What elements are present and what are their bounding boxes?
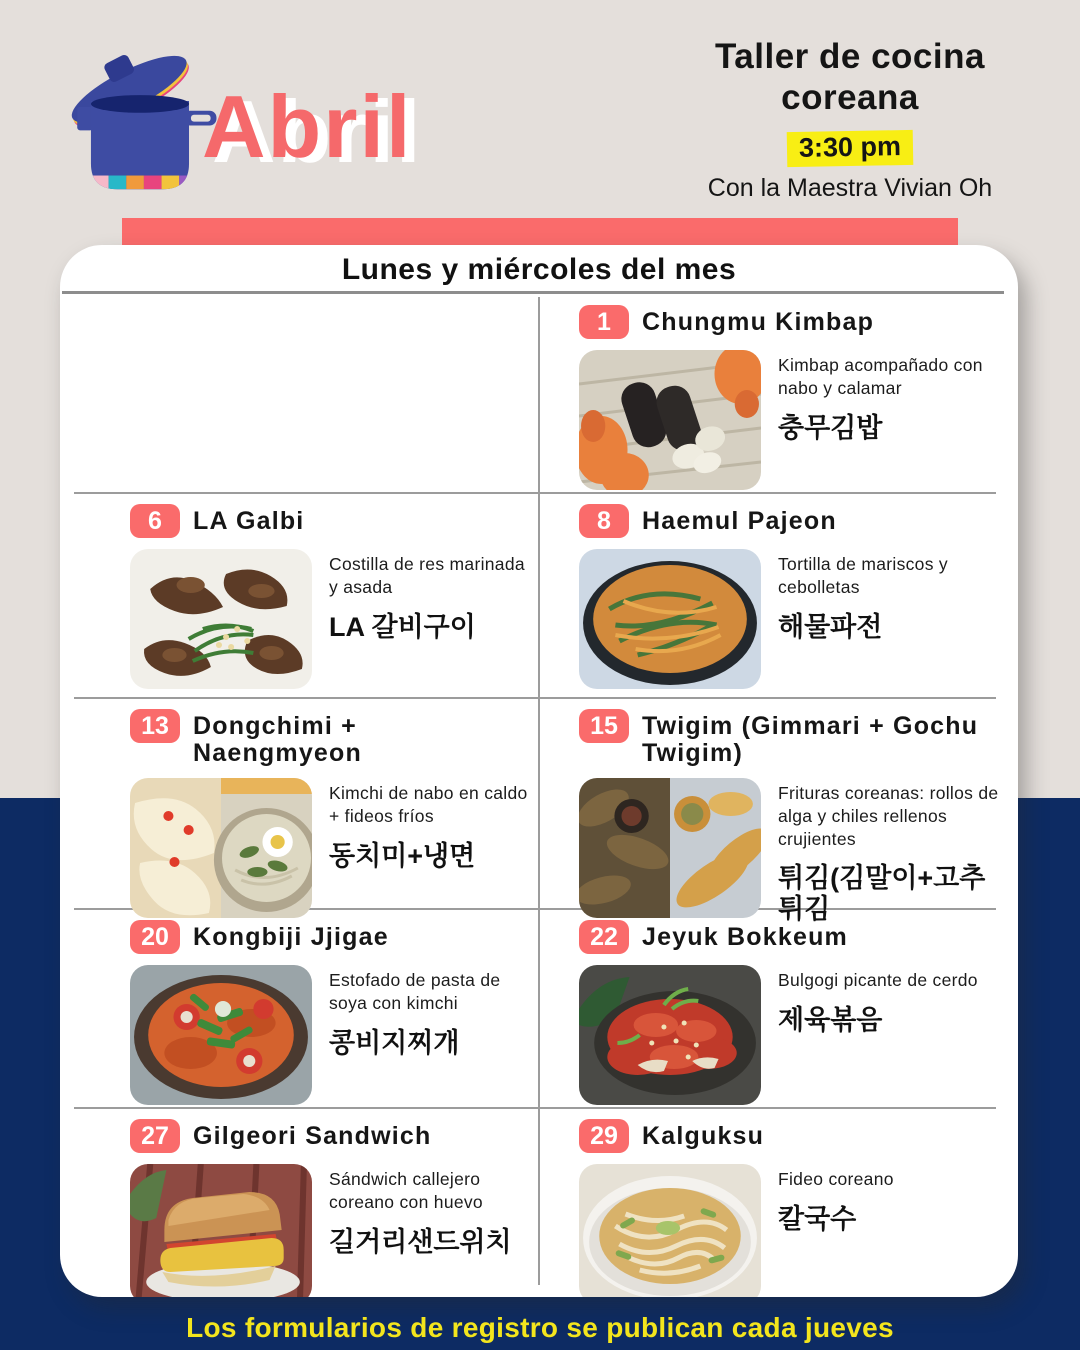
dish-korean-name: 길거리샌드위치	[329, 1226, 512, 1257]
month-title: Abril	[202, 77, 413, 176]
instructor-line: Con la Maestra Vivian Oh	[707, 173, 993, 202]
day-badge: 22	[579, 920, 629, 954]
dish-description: Costilla de res marinada y asada	[329, 554, 525, 597]
dish-cell-13	[60, 699, 539, 908]
day-badge: 6	[130, 504, 180, 538]
dish-korean-name: 칼국수	[778, 1203, 857, 1234]
gilgeori-sandwich-photo	[130, 1164, 312, 1297]
dish-korean-name: 충무김밥	[778, 412, 883, 443]
kongbiji-jjigae-photo	[130, 965, 312, 1105]
day-badge: 29	[579, 1119, 629, 1153]
jeyuk-bokkeum-photo	[579, 965, 761, 1105]
dish-cell-27	[60, 1109, 539, 1297]
dish-korean-name: 제육볶음	[778, 1004, 883, 1035]
time-row	[645, 131, 1055, 166]
day-badge: 1	[579, 305, 629, 339]
dish-description: Fideo coreano	[778, 1169, 894, 1189]
dish-title: Jeyuk Bokkeum	[642, 923, 848, 951]
dish-title: Gilgeori Sandwich	[193, 1122, 432, 1150]
dongchimi-naengmyeon-photo	[130, 778, 312, 918]
dish-title: Chungmu Kimbap	[642, 308, 875, 336]
header-info	[645, 36, 1055, 203]
dish-description: Frituras coreanas: rollos de alga y chiles rellenos crujientes	[778, 783, 999, 849]
dish-title: Dongchimi + Naengmyeon	[193, 712, 362, 767]
day-badge: 8	[579, 504, 629, 538]
dish-description: Kimbap acompañado con nabo y calamar	[778, 355, 983, 398]
dish-cell-6	[60, 494, 539, 697]
kalguksu-photo	[579, 1164, 761, 1297]
schedule-heading: Lunes y miércoles del mes	[341, 253, 737, 286]
dish-title: LA Galbi	[193, 507, 305, 535]
dish-title: Twigim (Gimmari + Gochu Twigim)	[642, 712, 979, 767]
twigim-photo	[579, 778, 761, 918]
dish-korean-name: 콩비지찌개	[329, 1027, 460, 1058]
dish-korean-name: LA 갈비구이	[329, 611, 476, 642]
dish-cell-8	[539, 494, 1018, 697]
dish-cell-1	[539, 295, 1018, 492]
day-badge: 13	[130, 709, 180, 743]
kimbap-photo	[579, 350, 761, 490]
galbi-photo	[130, 549, 312, 689]
dish-title: Haemul Pajeon	[642, 507, 837, 535]
footer-note: Los formularios de registro se publican cada jueves	[186, 1312, 894, 1343]
dish-korean-name: 동치미+냉면	[329, 840, 476, 871]
day-badge: 15	[579, 709, 629, 743]
dish-title: Kalguksu	[642, 1122, 765, 1150]
dish-cell-22	[539, 910, 1018, 1107]
dish-korean-name: 튀김(김말이+고추튀김	[778, 863, 986, 925]
dish-title: Kongbiji Jjigae	[193, 923, 389, 951]
dish-description: Estofado de pasta de soya con kimchi	[329, 970, 501, 1013]
schedule-card	[60, 245, 1018, 1297]
day-badge: 27	[130, 1119, 180, 1153]
dish-cell-29	[539, 1109, 1018, 1297]
empty-cell	[60, 295, 539, 492]
dish-description: Bulgogi picante de cerdo	[778, 970, 978, 990]
dish-description: Kimchi de nabo en caldo + fideos fríos	[329, 783, 528, 826]
dish-description: Tortilla de mariscos y cebolletas	[778, 554, 948, 597]
dish-korean-name: 해물파전	[778, 611, 883, 642]
dish-description: Sándwich callejero coreano con huevo	[329, 1169, 483, 1212]
dish-cell-20	[60, 910, 539, 1107]
workshop-title: Taller de cocina coreana	[715, 37, 985, 118]
cooking-pot-icon	[55, 50, 223, 202]
day-badge: 20	[130, 920, 180, 954]
dish-cell-15	[539, 699, 1018, 925]
heading-rule	[62, 291, 1004, 294]
time-highlight: 3:30 pm	[787, 129, 914, 166]
pajeon-photo	[579, 549, 761, 689]
